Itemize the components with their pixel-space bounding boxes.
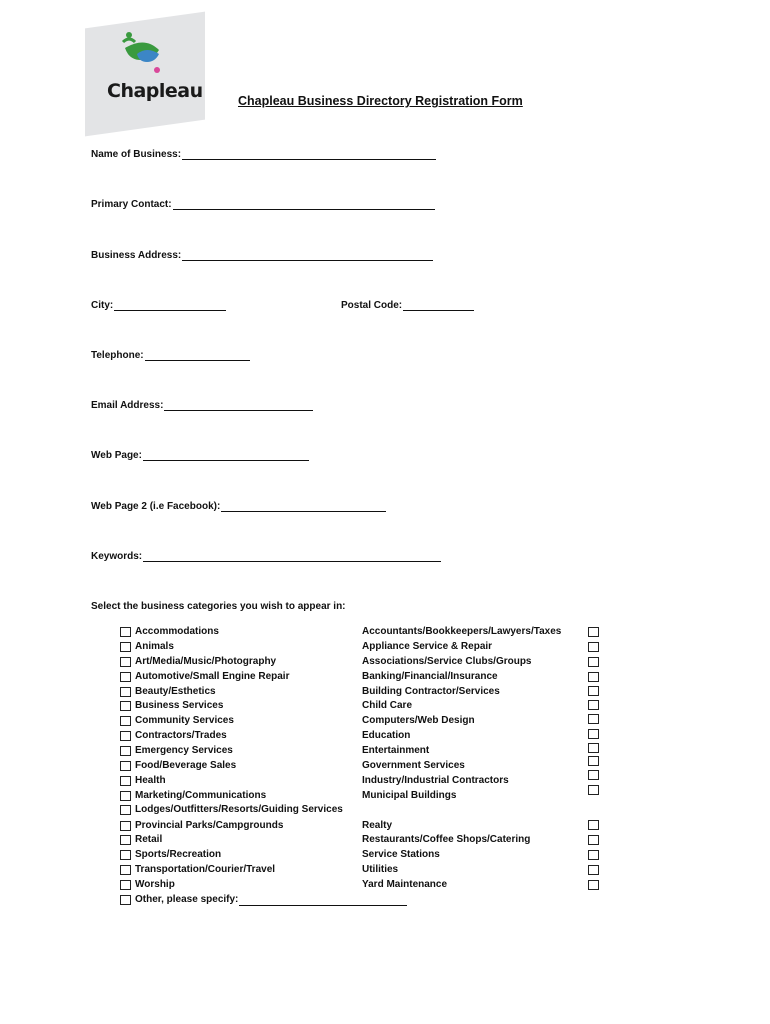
category-label: Business Services bbox=[135, 700, 224, 711]
category-item-other[interactable] bbox=[120, 894, 407, 906]
category-item[interactable] bbox=[120, 641, 174, 653]
category-item[interactable] bbox=[362, 730, 410, 742]
category-label: Automotive/Small Engine Repair bbox=[135, 671, 290, 682]
category-checkbox[interactable] bbox=[588, 627, 599, 637]
category-item[interactable] bbox=[120, 671, 289, 683]
category-item[interactable] bbox=[120, 775, 166, 787]
category-item[interactable] bbox=[362, 671, 498, 683]
category-label: Health bbox=[135, 775, 166, 786]
category-checkbox[interactable] bbox=[120, 687, 131, 697]
category-checkbox[interactable] bbox=[588, 729, 599, 739]
category-label: Contractors/Trades bbox=[135, 730, 227, 741]
email-input-line[interactable] bbox=[164, 399, 313, 411]
category-label: Entertainment bbox=[362, 745, 430, 756]
category-checkbox[interactable] bbox=[120, 746, 131, 756]
email-field[interactable] bbox=[91, 399, 313, 411]
logo-background bbox=[85, 12, 205, 137]
category-checkbox[interactable] bbox=[120, 701, 131, 711]
telephone-input-line[interactable] bbox=[145, 349, 250, 361]
category-label: Building Contractor/Services bbox=[362, 686, 500, 697]
category-checkbox[interactable] bbox=[120, 835, 131, 845]
category-checkbox[interactable] bbox=[120, 672, 131, 682]
category-item[interactable] bbox=[362, 820, 392, 832]
category-checkbox[interactable] bbox=[588, 865, 599, 875]
category-label: Education bbox=[362, 730, 411, 741]
web-page-2-field[interactable] bbox=[91, 500, 386, 512]
business-name-label: Name of Business: bbox=[91, 149, 182, 160]
category-label: Beauty/Esthetics bbox=[135, 686, 216, 697]
category-label: Provincial Parks/Campgrounds bbox=[135, 820, 284, 831]
category-label: Child Care bbox=[362, 700, 413, 711]
category-checkbox[interactable] bbox=[588, 770, 599, 780]
other-specify-input-line[interactable] bbox=[239, 895, 407, 906]
keywords-input-line[interactable] bbox=[143, 550, 441, 562]
category-checkbox[interactable] bbox=[588, 835, 599, 845]
business-name-input-line[interactable] bbox=[182, 148, 436, 160]
category-label: Industry/Industrial Contractors bbox=[362, 775, 509, 786]
category-checkbox[interactable] bbox=[588, 820, 599, 830]
category-item[interactable] bbox=[362, 864, 398, 876]
logo-text: Chapleau bbox=[107, 80, 203, 102]
web-page-field[interactable] bbox=[91, 449, 309, 461]
category-checkbox[interactable] bbox=[120, 821, 131, 831]
web-page-label: Web Page: bbox=[91, 450, 142, 461]
category-checkbox[interactable] bbox=[588, 743, 599, 753]
postal-code-field[interactable] bbox=[341, 299, 474, 311]
telephone-field[interactable] bbox=[91, 349, 250, 361]
category-label: Restaurants/Coffee Shops/Catering bbox=[362, 834, 531, 845]
category-item[interactable] bbox=[362, 790, 456, 802]
category-item[interactable] bbox=[120, 715, 234, 727]
web-page-2-label: Web Page 2 (i.e Facebook): bbox=[91, 501, 221, 512]
category-label: Emergency Services bbox=[135, 745, 233, 756]
category-item[interactable] bbox=[120, 745, 233, 757]
category-label: Accommodations bbox=[135, 626, 219, 637]
category-label: Community Services bbox=[135, 715, 234, 726]
category-checkbox[interactable] bbox=[588, 714, 599, 724]
keywords-label: Keywords: bbox=[91, 551, 143, 562]
category-checkbox[interactable] bbox=[120, 850, 131, 860]
category-checkbox[interactable] bbox=[120, 805, 131, 815]
category-item[interactable] bbox=[362, 745, 429, 757]
category-item[interactable] bbox=[362, 849, 440, 861]
category-label: Realty bbox=[362, 820, 393, 831]
category-checkbox[interactable] bbox=[588, 850, 599, 860]
category-checkbox[interactable] bbox=[120, 865, 131, 875]
category-label: Marketing/Communications bbox=[135, 790, 267, 801]
category-item[interactable] bbox=[120, 834, 162, 846]
business-address-input-line[interactable] bbox=[182, 249, 433, 261]
category-item[interactable] bbox=[362, 775, 509, 787]
city-label: City: bbox=[91, 300, 114, 311]
category-item[interactable] bbox=[120, 700, 223, 712]
category-label: Sports/Recreation bbox=[135, 849, 222, 860]
category-label: Municipal Buildings bbox=[362, 790, 457, 801]
category-label: Service Stations bbox=[362, 849, 440, 860]
category-checkbox[interactable] bbox=[120, 716, 131, 726]
category-label: Retail bbox=[135, 834, 163, 845]
category-checkbox[interactable] bbox=[588, 756, 599, 766]
category-checkbox[interactable] bbox=[588, 672, 599, 682]
web-page-2-input-line[interactable] bbox=[221, 500, 386, 512]
category-checkbox[interactable] bbox=[588, 642, 599, 652]
category-checkbox[interactable] bbox=[588, 700, 599, 710]
category-item[interactable] bbox=[120, 790, 266, 802]
category-label: Associations/Service Clubs/Groups bbox=[362, 656, 532, 667]
category-label: Food/Beverage Sales bbox=[135, 760, 237, 771]
form-title: Chapleau Business Directory Registration Form bbox=[238, 94, 523, 108]
category-item[interactable] bbox=[362, 626, 561, 638]
category-label: Accountants/Bookkeepers/Lawyers/Taxes bbox=[362, 626, 562, 637]
category-checkbox[interactable] bbox=[120, 761, 131, 771]
logo-mark-icon bbox=[85, 20, 205, 128]
category-label: Banking/Financial/Insurance bbox=[362, 671, 498, 682]
category-item[interactable] bbox=[120, 730, 227, 742]
category-label: Yard Maintenance bbox=[362, 879, 448, 890]
category-checkbox[interactable] bbox=[120, 627, 131, 637]
category-checkbox[interactable] bbox=[120, 731, 131, 741]
category-item[interactable] bbox=[362, 760, 465, 772]
city-input-line[interactable] bbox=[114, 299, 226, 311]
category-item[interactable] bbox=[120, 656, 276, 668]
primary-contact-field[interactable] bbox=[91, 198, 435, 210]
category-item[interactable] bbox=[362, 879, 447, 891]
category-item[interactable] bbox=[120, 686, 216, 698]
category-checkbox[interactable] bbox=[120, 657, 131, 667]
category-item[interactable] bbox=[362, 715, 475, 727]
category-checkbox[interactable] bbox=[120, 895, 131, 905]
category-item[interactable] bbox=[120, 849, 221, 861]
category-item[interactable] bbox=[120, 760, 236, 772]
business-address-field[interactable] bbox=[91, 249, 433, 261]
category-checkbox[interactable] bbox=[120, 642, 131, 652]
city-field[interactable] bbox=[91, 299, 226, 311]
category-label: Utilities bbox=[362, 864, 399, 875]
category-label: Government Services bbox=[362, 760, 465, 771]
category-checkbox[interactable] bbox=[588, 686, 599, 696]
category-checkbox[interactable] bbox=[588, 657, 599, 667]
category-label: Worship bbox=[135, 879, 175, 890]
category-item[interactable] bbox=[120, 626, 219, 638]
postal-code-input-line[interactable] bbox=[403, 299, 474, 311]
category-item[interactable] bbox=[362, 641, 492, 653]
category-label: Lodges/Outfitters/Resorts/Guiding Services bbox=[135, 804, 343, 815]
keywords-field[interactable] bbox=[91, 550, 441, 562]
category-item[interactable] bbox=[120, 804, 343, 816]
category-checkbox[interactable] bbox=[588, 785, 599, 795]
category-item[interactable] bbox=[120, 879, 175, 891]
category-item[interactable] bbox=[362, 834, 530, 846]
web-page-input-line[interactable] bbox=[143, 449, 309, 461]
category-item[interactable] bbox=[362, 700, 412, 712]
category-label: Appliance Service & Repair bbox=[362, 641, 493, 652]
category-item[interactable] bbox=[362, 656, 532, 668]
category-checkbox[interactable] bbox=[120, 880, 131, 890]
category-item[interactable] bbox=[120, 820, 283, 832]
business-name-field[interactable] bbox=[91, 148, 436, 160]
category-label: Animals bbox=[135, 641, 174, 652]
business-address-label: Business Address: bbox=[91, 250, 182, 261]
telephone-label: Telephone: bbox=[91, 350, 144, 361]
categories-prompt: Select the business categories you wish to appear in: bbox=[91, 601, 346, 612]
category-checkbox[interactable] bbox=[588, 880, 599, 890]
category-label: Transportation/Courier/Travel bbox=[135, 864, 276, 875]
category-checkbox[interactable] bbox=[120, 791, 131, 801]
category-label: Art/Media/Music/Photography bbox=[135, 656, 277, 667]
primary-contact-label: Primary Contact: bbox=[91, 199, 172, 210]
category-label: Computers/Web Design bbox=[362, 715, 475, 726]
category-item[interactable] bbox=[362, 686, 500, 698]
email-label: Email Address: bbox=[91, 400, 164, 411]
primary-contact-input-line[interactable] bbox=[173, 198, 435, 210]
category-label: Other, please specify: bbox=[135, 894, 239, 905]
postal-code-label: Postal Code: bbox=[341, 300, 403, 311]
category-item[interactable] bbox=[120, 864, 275, 876]
category-checkbox[interactable] bbox=[120, 776, 131, 786]
